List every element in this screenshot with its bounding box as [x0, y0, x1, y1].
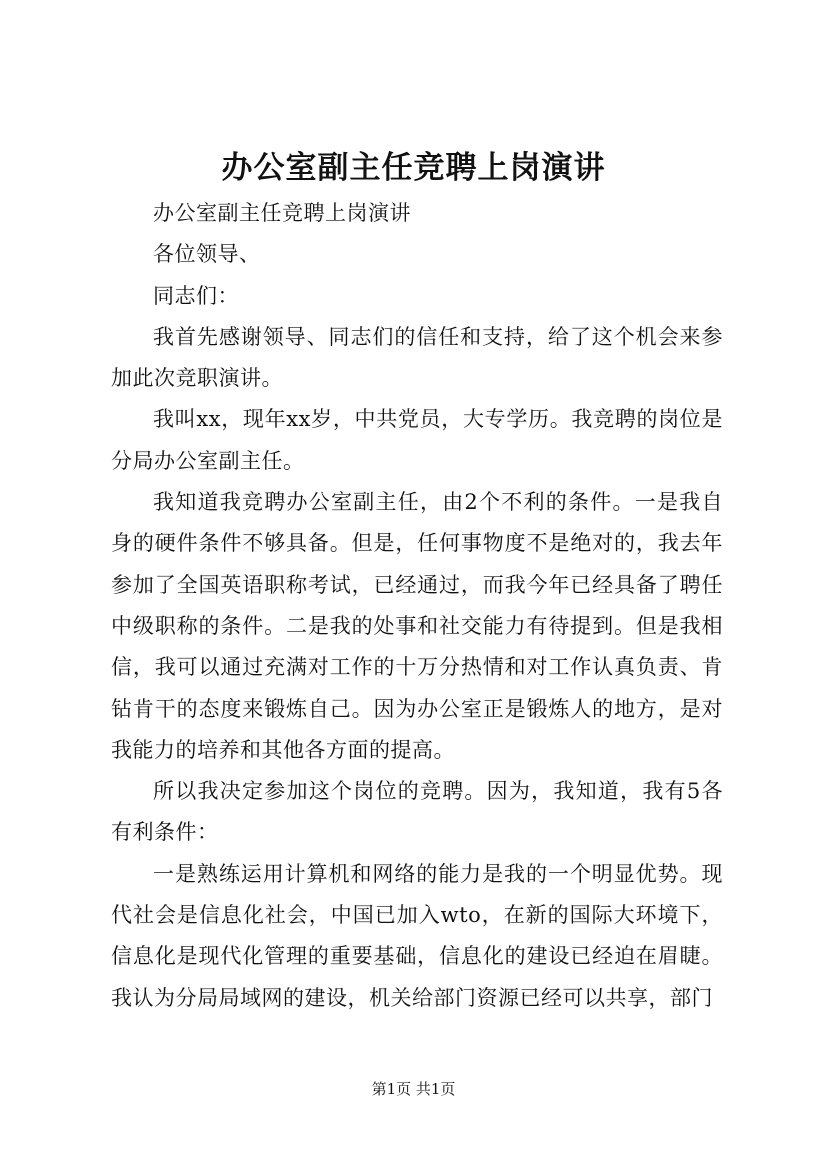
paragraph-disadvantages: 我知道我竞聘办公室副主任，由2个不利的条件。一是我自身的硬件条件不够具备。但是，任何事物度不是绝对的，我去年参加了全国英语职称考试，已经通过，而我今年已经具备了聘任中级职称的条件。二是我的处事和社交能力有待提到。但是我相信，我可以通过充满对工作的十万分热情和对工作认真负责、肯钻肯干的态度来锻炼自己。因为办公室正是锻炼人的地方，是对我能力的培养和其他各方面的提高。	[111, 490, 723, 762]
document-title: 办公室副主任竞聘上岗演讲	[221, 150, 606, 186]
paragraph-decision: 所以我决定参加这个岗位的竞聘。因为，我知道，我有5各有利条件：	[111, 779, 723, 845]
paragraph-thanks: 我首先感谢领导、同志们的信任和支持，给了这个机会来参加此次竞职演讲。	[111, 324, 723, 391]
document-body	[111, 193, 723, 1019]
paragraph-self-intro: 我叫xx，现年xx岁，中共党员，大专学历。我竞聘的岗位是分局办公室副主任。	[111, 407, 723, 473]
paragraph-greeting-leaders: 各位领导、	[153, 242, 261, 267]
page-number-footer: 第1页 共1页	[371, 1080, 456, 1098]
paragraph-advantage-one: 一是熟练运用计算机和网络的能力是我的一个明显优势。现代社会是信息化社会，中国已加入wto，在新的国际大环境下，信息化是现代化管理的重要基础，信息化的建设已经迫在眉睫。我认为分局局域网的建设，机关给部门资源已经可以共享，部门	[111, 861, 723, 1010]
paragraph-greeting-comrades: 同志们：	[153, 283, 239, 308]
paragraph-subtitle: 办公室副主任竞聘上岗演讲	[153, 201, 411, 225]
